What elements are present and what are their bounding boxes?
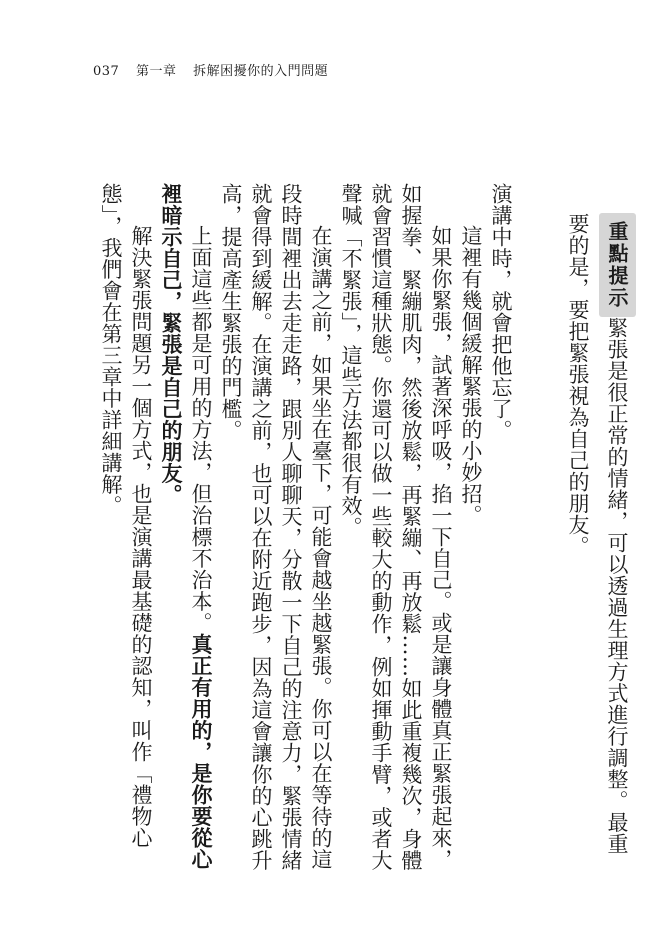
key-point-title: 重點提示: [599, 213, 636, 317]
paragraph-5: [156, 183, 216, 873]
paragraph-2: 這裡有幾個緩解緊張的小妙招。: [459, 225, 483, 526]
key-point-box: [506, 213, 636, 863]
paragraph-3: 如果你緊張，試著深呼吸，掐一下自己。或是讓身體真正緊張起來，如握拳、緊繃肌肉，然後放鬆，再緊繃、再放鬆……如此重複幾次，身體就會習慣這種狀態。你還可以做一些較大的動作，例如揮動手臂，或者大聲喊「不緊張」，這些方法都很有效。: [339, 183, 453, 871]
chapter-title: 拆解困擾你的入門問題: [193, 64, 329, 79]
paragraph-1: 演講中時，就會把他忘了。: [489, 183, 513, 441]
body-text: [99, 183, 516, 873]
paragraph-6: 解決緊張問題另一個方式，也是演講最基礎的認知，叫作「禮物心態」，我們會在第三章中詳細講解。: [99, 183, 153, 849]
key-point-text: 緊張是很正常的情緒，可以透過生理方式進行調整。最重要的是，要把緊張視為自己的朋友。: [566, 213, 629, 855]
running-head: [93, 60, 340, 79]
page-number: 037: [93, 64, 120, 79]
paragraph-5-text: 上面這些都是可用的方法，但治標不治本。: [189, 225, 213, 634]
chapter-label: 第一章: [135, 64, 177, 79]
paragraph-5-emphasis: 真正有用的，是你要從心裡暗示自己，緊張是自己的朋友。: [159, 183, 214, 870]
paragraph-4: 在演講之前，如果坐在臺下，可能會越坐越緊張。你可以在等待的這段時間裡出去走走路，跟別人聊聊天，分散一下自己的注意力，緊張情緒就會得到緩解。在演講之前，也可以在附近跑步，因為這會讓你的心跳升高，提高產生緊張的門檻。: [219, 183, 333, 871]
